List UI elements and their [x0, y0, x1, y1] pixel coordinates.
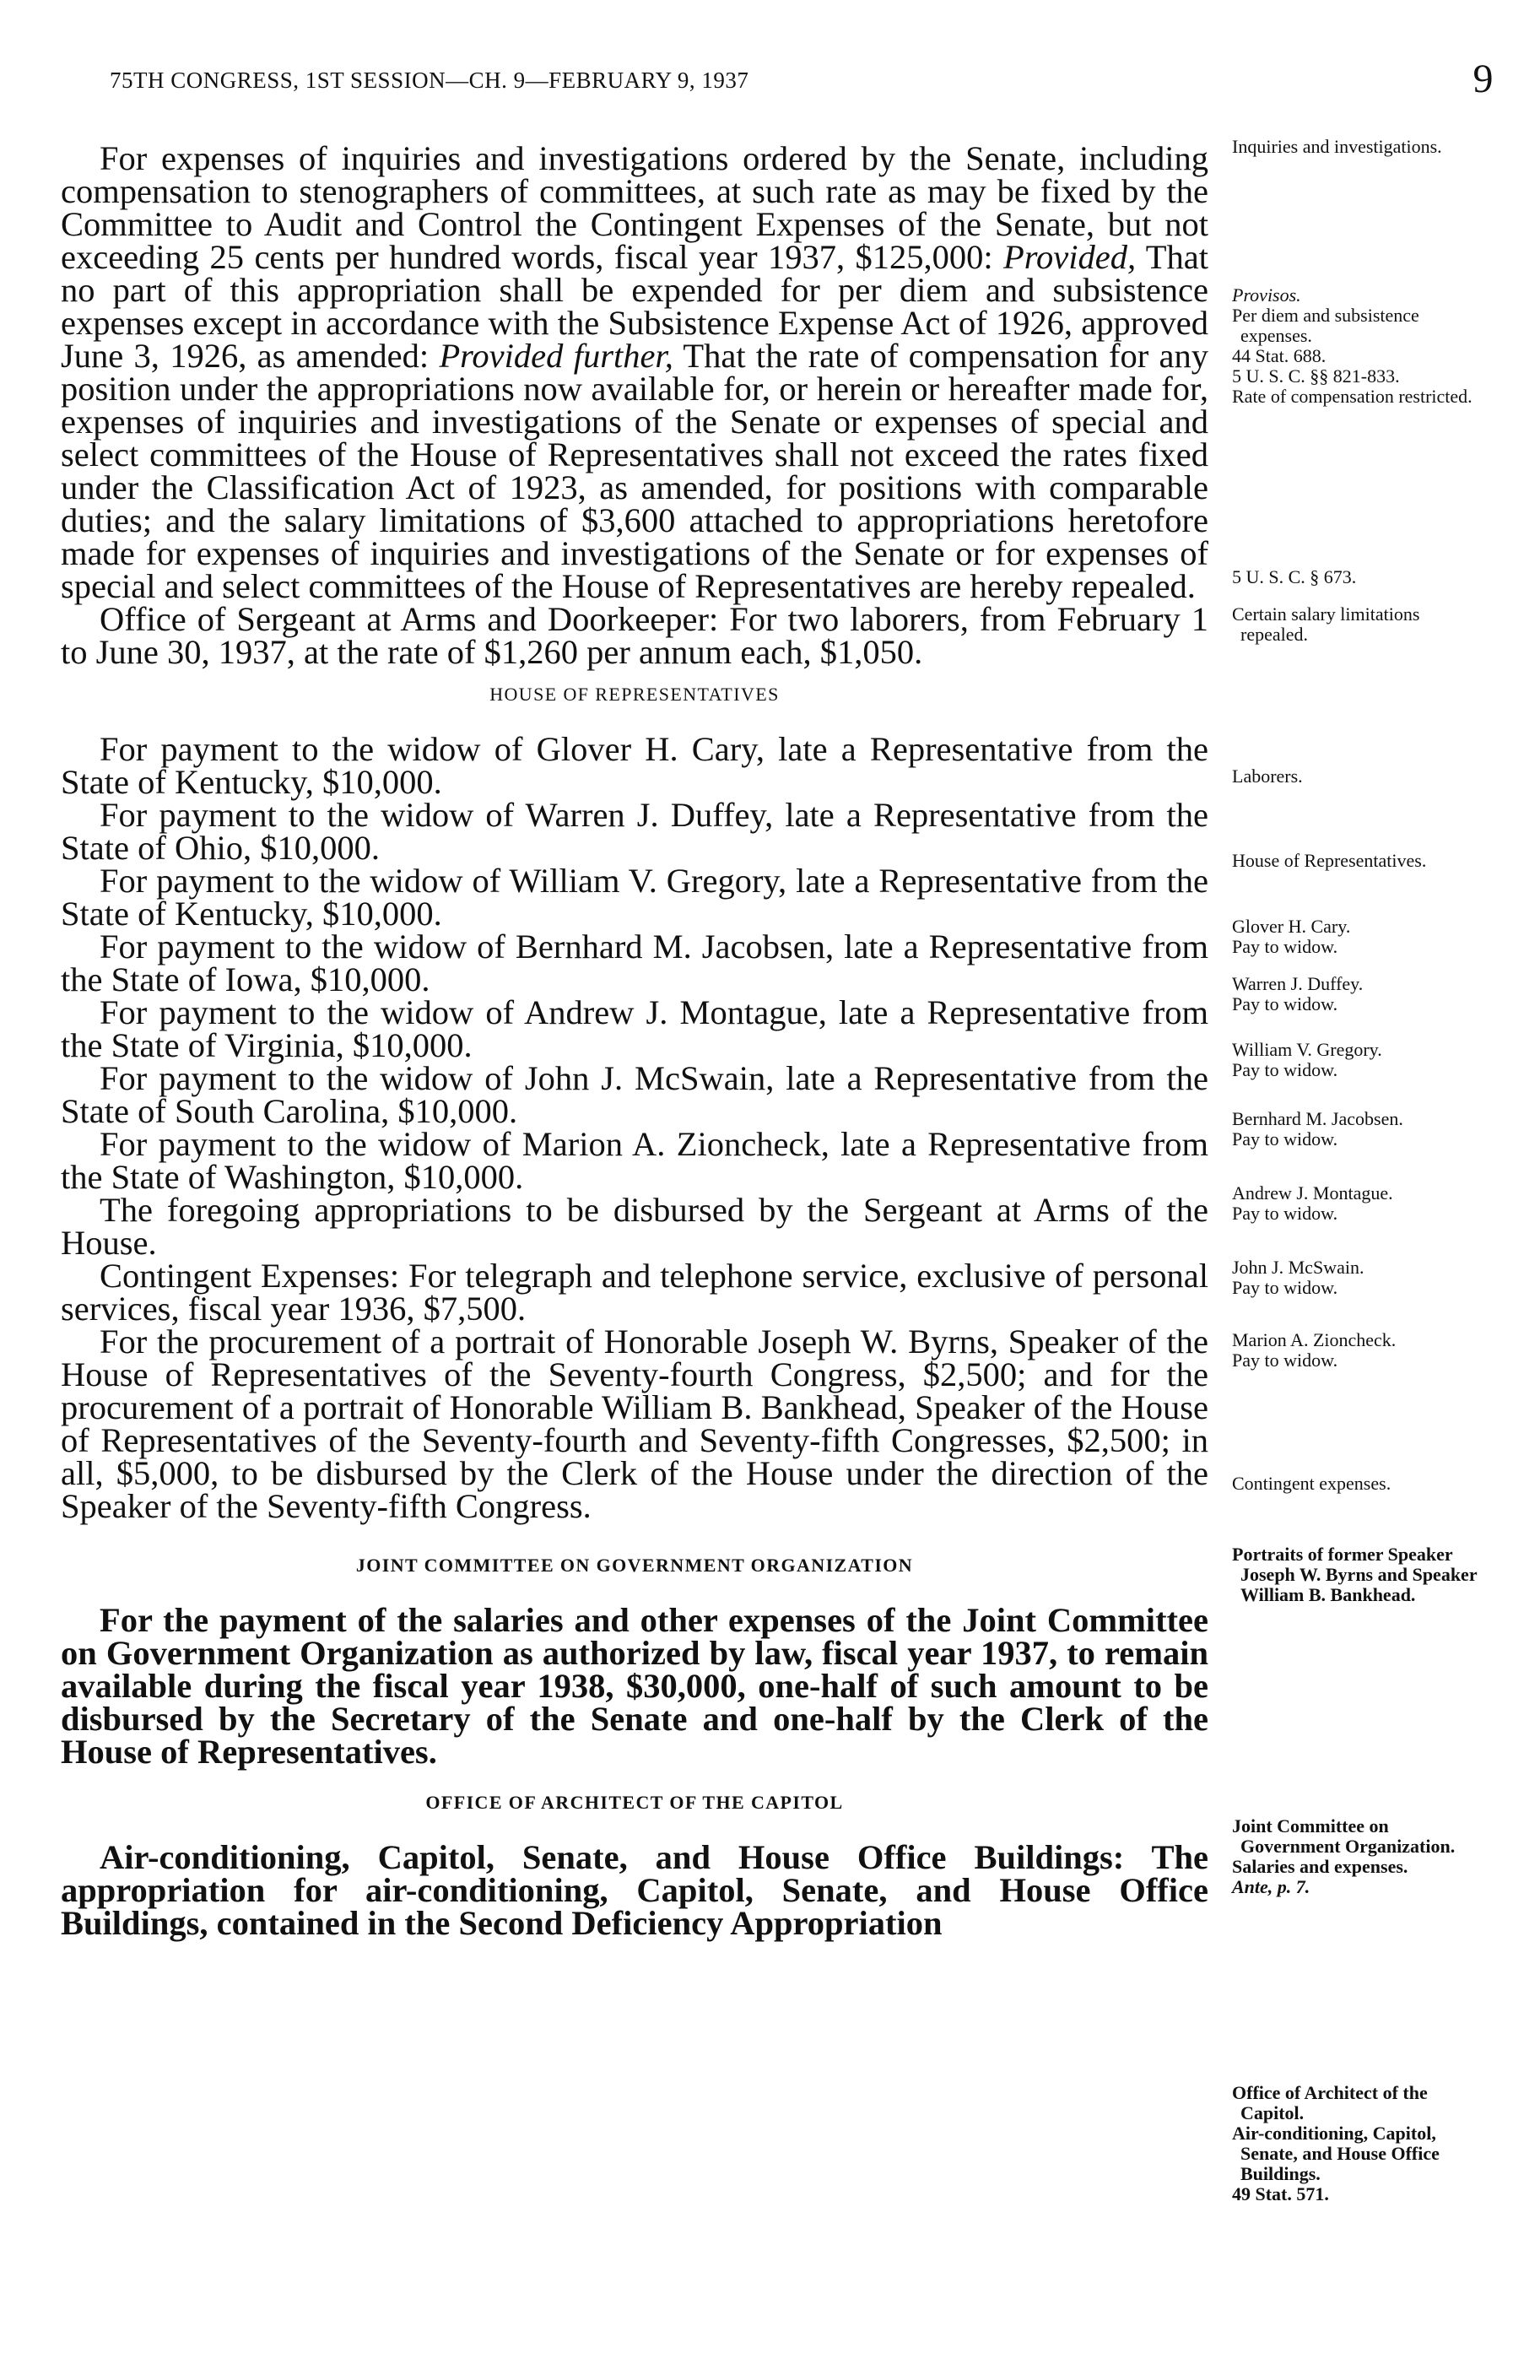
- margin-note-house: [1232, 851, 1485, 871]
- margin-line: Marion A. Zioncheck.: [1232, 1329, 1397, 1350]
- paragraph-widow-cary: For payment to the widow of Glover H. Cary, late a Representative from the State of Kentucky, $10,000.: [61, 730, 1208, 801]
- margin-line: Rate of compensation restricted.: [1232, 386, 1472, 407]
- margin-line: Pay to widow.: [1232, 1350, 1338, 1371]
- margin-line: Andrew J. Montague.: [1232, 1182, 1393, 1204]
- margin-line: Pay to widow.: [1232, 1203, 1338, 1224]
- margin-note-salary: [1232, 604, 1485, 645]
- margin-note-zioncheck: [1232, 1330, 1485, 1371]
- margin-line: 5 U. S. C. §§ 821-833.: [1232, 365, 1400, 387]
- heading-house-of-representatives: HOUSE OF REPRESENTATIVES: [489, 684, 780, 705]
- margin-line: John J. McSwain.: [1232, 1257, 1364, 1278]
- heading-architect-of-capitol: OFFICE OF ARCHITECT OF THE CAPITOL: [425, 1792, 844, 1813]
- margin-line: Warren J. Duffey.: [1232, 973, 1364, 994]
- margin-note-mcswain: [1232, 1258, 1485, 1298]
- margin-note-jacobsen: [1232, 1109, 1485, 1149]
- margin-line: [1232, 285, 1485, 306]
- paragraph-portraits: For the procurement of a portrait of Honorable Joseph W. Byrns, Speaker of the House of Representatives of the Seventy-fourth Congress, $2,500; and for the procurement of a portrait of Honorable William B. Bankhead, Speaker of the House of Representatives of the Seventy-fourth and Seventy-fifth Congresses, $2,500; in all, $5,000, to be disbursed by the Clerk of the House under the direction of the Speaker of the Seventy-fifth Congress.: [61, 1323, 1208, 1525]
- margin-note-duffey: [1232, 974, 1485, 1014]
- margin-line: William V. Gregory.: [1232, 1039, 1382, 1060]
- margin-note-inquiries: [1232, 137, 1485, 157]
- paragraph-air-conditioning: Air-conditioning, Capitol, Senate, and House Office Buildings: The appropriation for air-conditioning, Capitol, Senate, and House Office Buildings, contained in the Second Deficiency Appropriation: [61, 1838, 1208, 1942]
- margin-note-joint-committee: [1232, 1816, 1485, 1897]
- paragraph-foregoing: The foregoing appropriations to be disbursed by the Sergeant at Arms of the House.: [61, 1191, 1208, 1262]
- margin-line: Inquiries and investigations.: [1232, 136, 1442, 157]
- margin-note-cary: [1232, 917, 1485, 957]
- margin-note-montague: [1232, 1183, 1485, 1224]
- margin-line: Office of Architect of the Capitol.: [1232, 2082, 1428, 2123]
- proviso-italic: Provided,: [1003, 238, 1137, 276]
- margin-line: Pay to widow.: [1232, 993, 1338, 1014]
- margin-line: [1232, 1877, 1485, 1897]
- paragraph-widow-jacobsen: For payment to the widow of Bernhard M. Jacobsen, late a Representative from the State of Iowa, $10,000.: [61, 928, 1208, 998]
- margin-note-contingent: [1232, 1474, 1485, 1494]
- proviso-italic: Provided further,: [439, 337, 673, 375]
- margin-line: 5 U. S. C. § 673.: [1232, 566, 1357, 587]
- margin-line: Glover H. Cary.: [1232, 916, 1351, 937]
- margin-line: Pay to widow.: [1232, 1059, 1338, 1080]
- text-span: That no part of this appropriation shall be expended for per diem and subsistence expenses except in accordance with the Subsistence Expense Act of 1926, approved June 3, 1926, as amended:: [61, 238, 1208, 375]
- paragraph-widow-montague: For payment to the widow of Andrew J. Montague, late a Representative from the State of Virginia, $10,000.: [61, 993, 1208, 1064]
- margin-line: Pay to widow.: [1232, 936, 1338, 957]
- paragraph-widow-duffey: For payment to the widow of Warren J. Duffey, late a Representative from the State of Ohio, $10,000.: [61, 796, 1208, 867]
- margin-line: Portraits of former Speaker Joseph W. Byrns and Speaker William B. Bankhead.: [1232, 1544, 1478, 1605]
- paragraph-joint-committee: For the payment of the salaries and other expenses of the Joint Committee on Government Organization as authorized by law, fiscal year 1937, to remain available during the fiscal year 1938, $30,000, one-half of such amount to be disbursed by the Secretary of the Senate and one-half by the Clerk of the House of Representatives.: [61, 1601, 1208, 1771]
- paragraph-widow-gregory: For payment to the widow of William V. Gregory, late a Representative from the State of Kentucky, $10,000.: [61, 862, 1208, 933]
- paragraph-contingent-expenses: Contingent Expenses: For telegraph and telephone service, exclusive of personal services, fiscal year 1936, $7,500.: [61, 1257, 1208, 1328]
- text-span: For expenses of inquiries and investigations ordered by the Senate, including compensation to stenographers of committees, at such rate as may be fixed by the Committee to Audit and Control the Contingent Expenses of the Senate, but not exceeding 25 cents per hundred words, fiscal year 1937, $125,000:: [61, 139, 1208, 276]
- margin-note-portraits: [1232, 1544, 1485, 1605]
- paragraph-widow-zioncheck: For payment to the widow of Marion A. Zioncheck, late a Representative from the State of Washington, $10,000.: [61, 1125, 1208, 1196]
- running-head-title: 75TH CONGRESS, 1ST SESSION—CH. 9—FEBRUARY 9, 1937: [110, 68, 749, 93]
- margin-note-usc: [1232, 567, 1485, 587]
- margin-line: Joint Committee on Government Organization.: [1232, 1815, 1456, 1857]
- main-text-column: [61, 139, 1209, 1942]
- margin-line: 44 Stat. 688.: [1232, 345, 1327, 366]
- margin-line: Bernhard M. Jacobsen.: [1232, 1108, 1403, 1129]
- paragraph-sergeant-at-arms: Office of Sergeant at Arms and Doorkeeper: For two laborers, from February 1 to June 30, 1937, at the rate of $1,260 per annum each, $1,050.: [61, 600, 1208, 671]
- heading-joint-committee: JOINT COMMITTEE ON GOVERNMENT ORGANIZATION: [355, 1555, 914, 1576]
- margin-line: Laborers.: [1232, 765, 1303, 787]
- margin-note-provisos: [1232, 285, 1485, 407]
- provisos-italic: Provisos.: [1232, 284, 1301, 306]
- ante-italic: Ante, p. 7.: [1232, 1876, 1310, 1897]
- margin-line: Pay to widow.: [1232, 1277, 1338, 1298]
- page-number: 9: [1472, 57, 1494, 101]
- margin-note-gregory: [1232, 1040, 1485, 1080]
- text-span: That the rate of compensation for any position under the appropriations now available for, or herein or hereafter made for, expenses of inquiries and investigations of the Senate or expenses of special and select committees of the House of Representatives shall not exceed the rates fixed under the Classification Act of 1923, as amended, for positions with comparable duties; and the salary limitations of $3,600 attached to appropriations heretofore made for expenses of inquiries and investigations of the Senate or for expenses of special and select committees of the House of Representatives are hereby repealed.: [61, 337, 1209, 605]
- running-header: [110, 56, 1494, 106]
- margin-line: 49 Stat. 571.: [1232, 2183, 1329, 2204]
- margin-line: Air-conditioning, Capitol, Senate, and House Office Buildings.: [1232, 2123, 1440, 2184]
- margin-line: Contingent expenses.: [1232, 1473, 1391, 1494]
- margin-line: Certain salary limitations repealed.: [1232, 603, 1420, 645]
- paragraph-senate-inquiries: [61, 139, 1209, 605]
- margin-line: Salaries and expenses.: [1232, 1856, 1408, 1877]
- paragraph-widow-mcswain: For payment to the widow of John J. McSwain, late a Representative from the State of South Carolina, $10,000.: [61, 1059, 1208, 1130]
- margin-line: Per diem and subsistence expenses.: [1232, 305, 1419, 346]
- margin-line: House of Representatives.: [1232, 850, 1427, 871]
- margin-note-architect: [1232, 2083, 1485, 2204]
- margin-line: Pay to widow.: [1232, 1128, 1338, 1149]
- margin-note-laborers: [1232, 766, 1485, 787]
